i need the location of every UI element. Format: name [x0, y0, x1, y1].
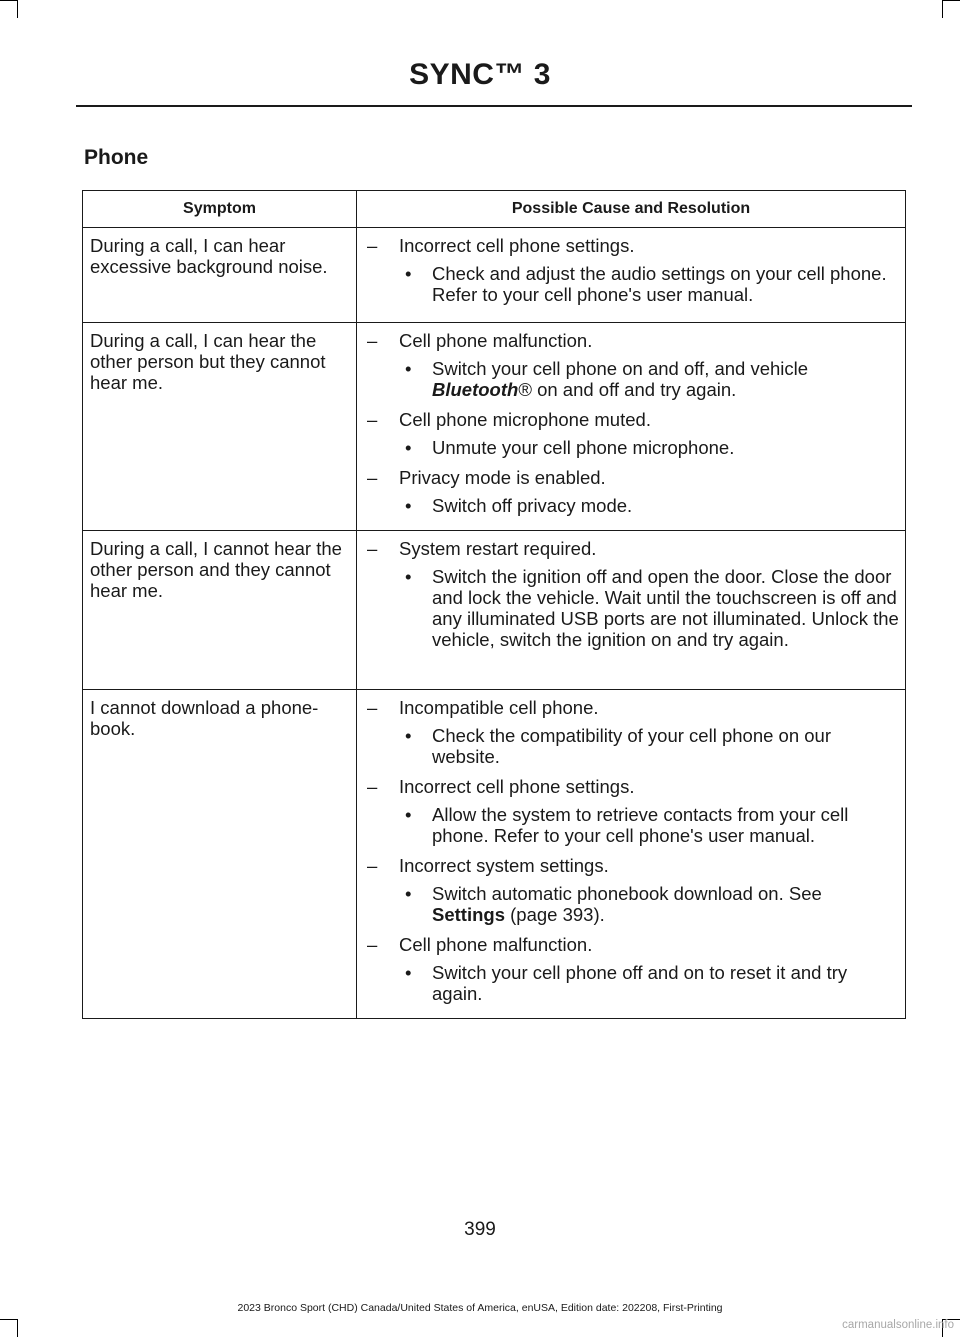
troubleshooting-table [82, 190, 906, 1019]
cause-item [365, 409, 899, 430]
cause-item [365, 697, 899, 718]
table-row [83, 323, 906, 531]
fix-text: Unmute your cell phone microphone. [432, 437, 735, 458]
watermark: carmanualsonline.info [842, 1319, 954, 1331]
fix-item [365, 725, 899, 767]
cause-item [365, 776, 899, 797]
fix-text-before: Switch your cell phone on and off, and vehicle [432, 358, 809, 379]
column-header-resolution: Possible Cause and Resolution [357, 191, 906, 228]
fix-item [365, 263, 899, 305]
table-row [83, 531, 906, 690]
dash-marker: – [367, 855, 378, 876]
resolution-cell [357, 531, 906, 690]
dash-marker: – [367, 467, 378, 488]
dash-marker: – [367, 934, 378, 955]
dash-marker: – [367, 776, 378, 797]
crop-mark [0, 1319, 18, 1320]
cause-text: Incorrect cell phone settings. [399, 235, 635, 256]
cause-text: Cell phone microphone muted. [399, 409, 651, 430]
symptom-cell: I cannot download a phone-book. [83, 690, 357, 1019]
symptom-cell: During a call, I can hear excessive background noise. [83, 228, 357, 323]
cause-item [365, 855, 899, 876]
crop-mark [942, 0, 960, 1]
fix-text: Allow the system to retrieve contacts from your cell phone. Refer to your cell phone's user manual. [432, 804, 849, 846]
resolution-cell [357, 228, 906, 323]
page-header-title: SYNC™ 3 [409, 58, 551, 91]
cause-item [365, 467, 899, 488]
section-title: Phone [84, 146, 149, 169]
cause-text: Cell phone malfunction. [399, 934, 593, 955]
crop-mark [17, 1319, 18, 1337]
cause-text: Incompatible cell phone. [399, 697, 599, 718]
table-header-row [83, 191, 906, 228]
dash-marker: – [367, 409, 378, 430]
bullet-marker: • [405, 804, 412, 825]
bullet-marker: • [405, 263, 412, 284]
dash-marker: – [367, 697, 378, 718]
cause-text: Privacy mode is enabled. [399, 467, 606, 488]
resolution-cell [357, 323, 906, 531]
cause-item [365, 330, 899, 351]
symptom-cell: During a call, I can hear the other person but they cannot hear me. [83, 323, 357, 531]
fix-item [365, 495, 899, 516]
fix-text-after: ® on and off and try again. [518, 379, 737, 400]
fix-item [365, 883, 899, 925]
bullet-marker: • [405, 358, 412, 379]
edition-footer: 2023 Bronco Sport (CHD) Canada/United States of America, enUSA, Edition date: 202208, First-Printing [237, 1302, 723, 1314]
cause-item [365, 934, 899, 955]
cause-item [365, 235, 899, 256]
cause-text: Incorrect cell phone settings. [399, 776, 635, 797]
column-header-symptom: Symptom [83, 191, 357, 228]
fix-text-after: (page 393). [504, 904, 605, 925]
bullet-marker: • [405, 962, 412, 983]
resolution-cell [357, 690, 906, 1019]
header-rule [76, 105, 912, 107]
bullet-marker: • [405, 566, 412, 587]
settings-link[interactable]: Settings [432, 904, 505, 925]
fix-item [365, 962, 899, 1004]
dash-marker: – [367, 330, 378, 351]
fix-text: Check and adjust the audio settings on your cell phone. Refer to your cell phone's user manual. [432, 263, 887, 305]
cause-text: System restart required. [399, 538, 597, 559]
cause-text: Cell phone malfunction. [399, 330, 593, 351]
cause-text: Incorrect system settings. [399, 855, 609, 876]
fix-text: Switch the ignition off and open the door. Close the door and lock the vehicle. Wait until the touchscreen is off and any illuminated USB ports are not illuminated. Unlock the vehicle, switch the ignition on and try again. [432, 566, 899, 650]
fix-item [365, 804, 899, 846]
symptom-cell: During a call, I cannot hear the other person and they cannot hear me. [83, 531, 357, 690]
fix-text: Switch off privacy mode. [432, 495, 633, 516]
dash-marker: – [367, 235, 378, 256]
fix-text: Check the compatibility of your cell phone on our website. [432, 725, 831, 767]
bullet-marker: • [405, 883, 412, 904]
fix-item [365, 437, 899, 458]
bluetooth-term: Bluetooth [432, 379, 519, 400]
crop-mark [942, 0, 943, 18]
page-number: 399 [464, 1219, 496, 1240]
fix-text: Switch your cell phone off and on to reset it and try again. [432, 962, 848, 1004]
cause-item [365, 538, 899, 559]
bullet-marker: • [405, 495, 412, 516]
bullet-marker: • [405, 437, 412, 458]
table-row [83, 690, 906, 1019]
dash-marker: – [367, 538, 378, 559]
crop-mark [0, 0, 18, 1]
fix-item [365, 566, 899, 650]
crop-mark [17, 0, 18, 18]
fix-item [365, 358, 899, 400]
table-row [83, 228, 906, 323]
bullet-marker: • [405, 725, 412, 746]
fix-text-before: Switch automatic phonebook download on. See [432, 883, 822, 904]
